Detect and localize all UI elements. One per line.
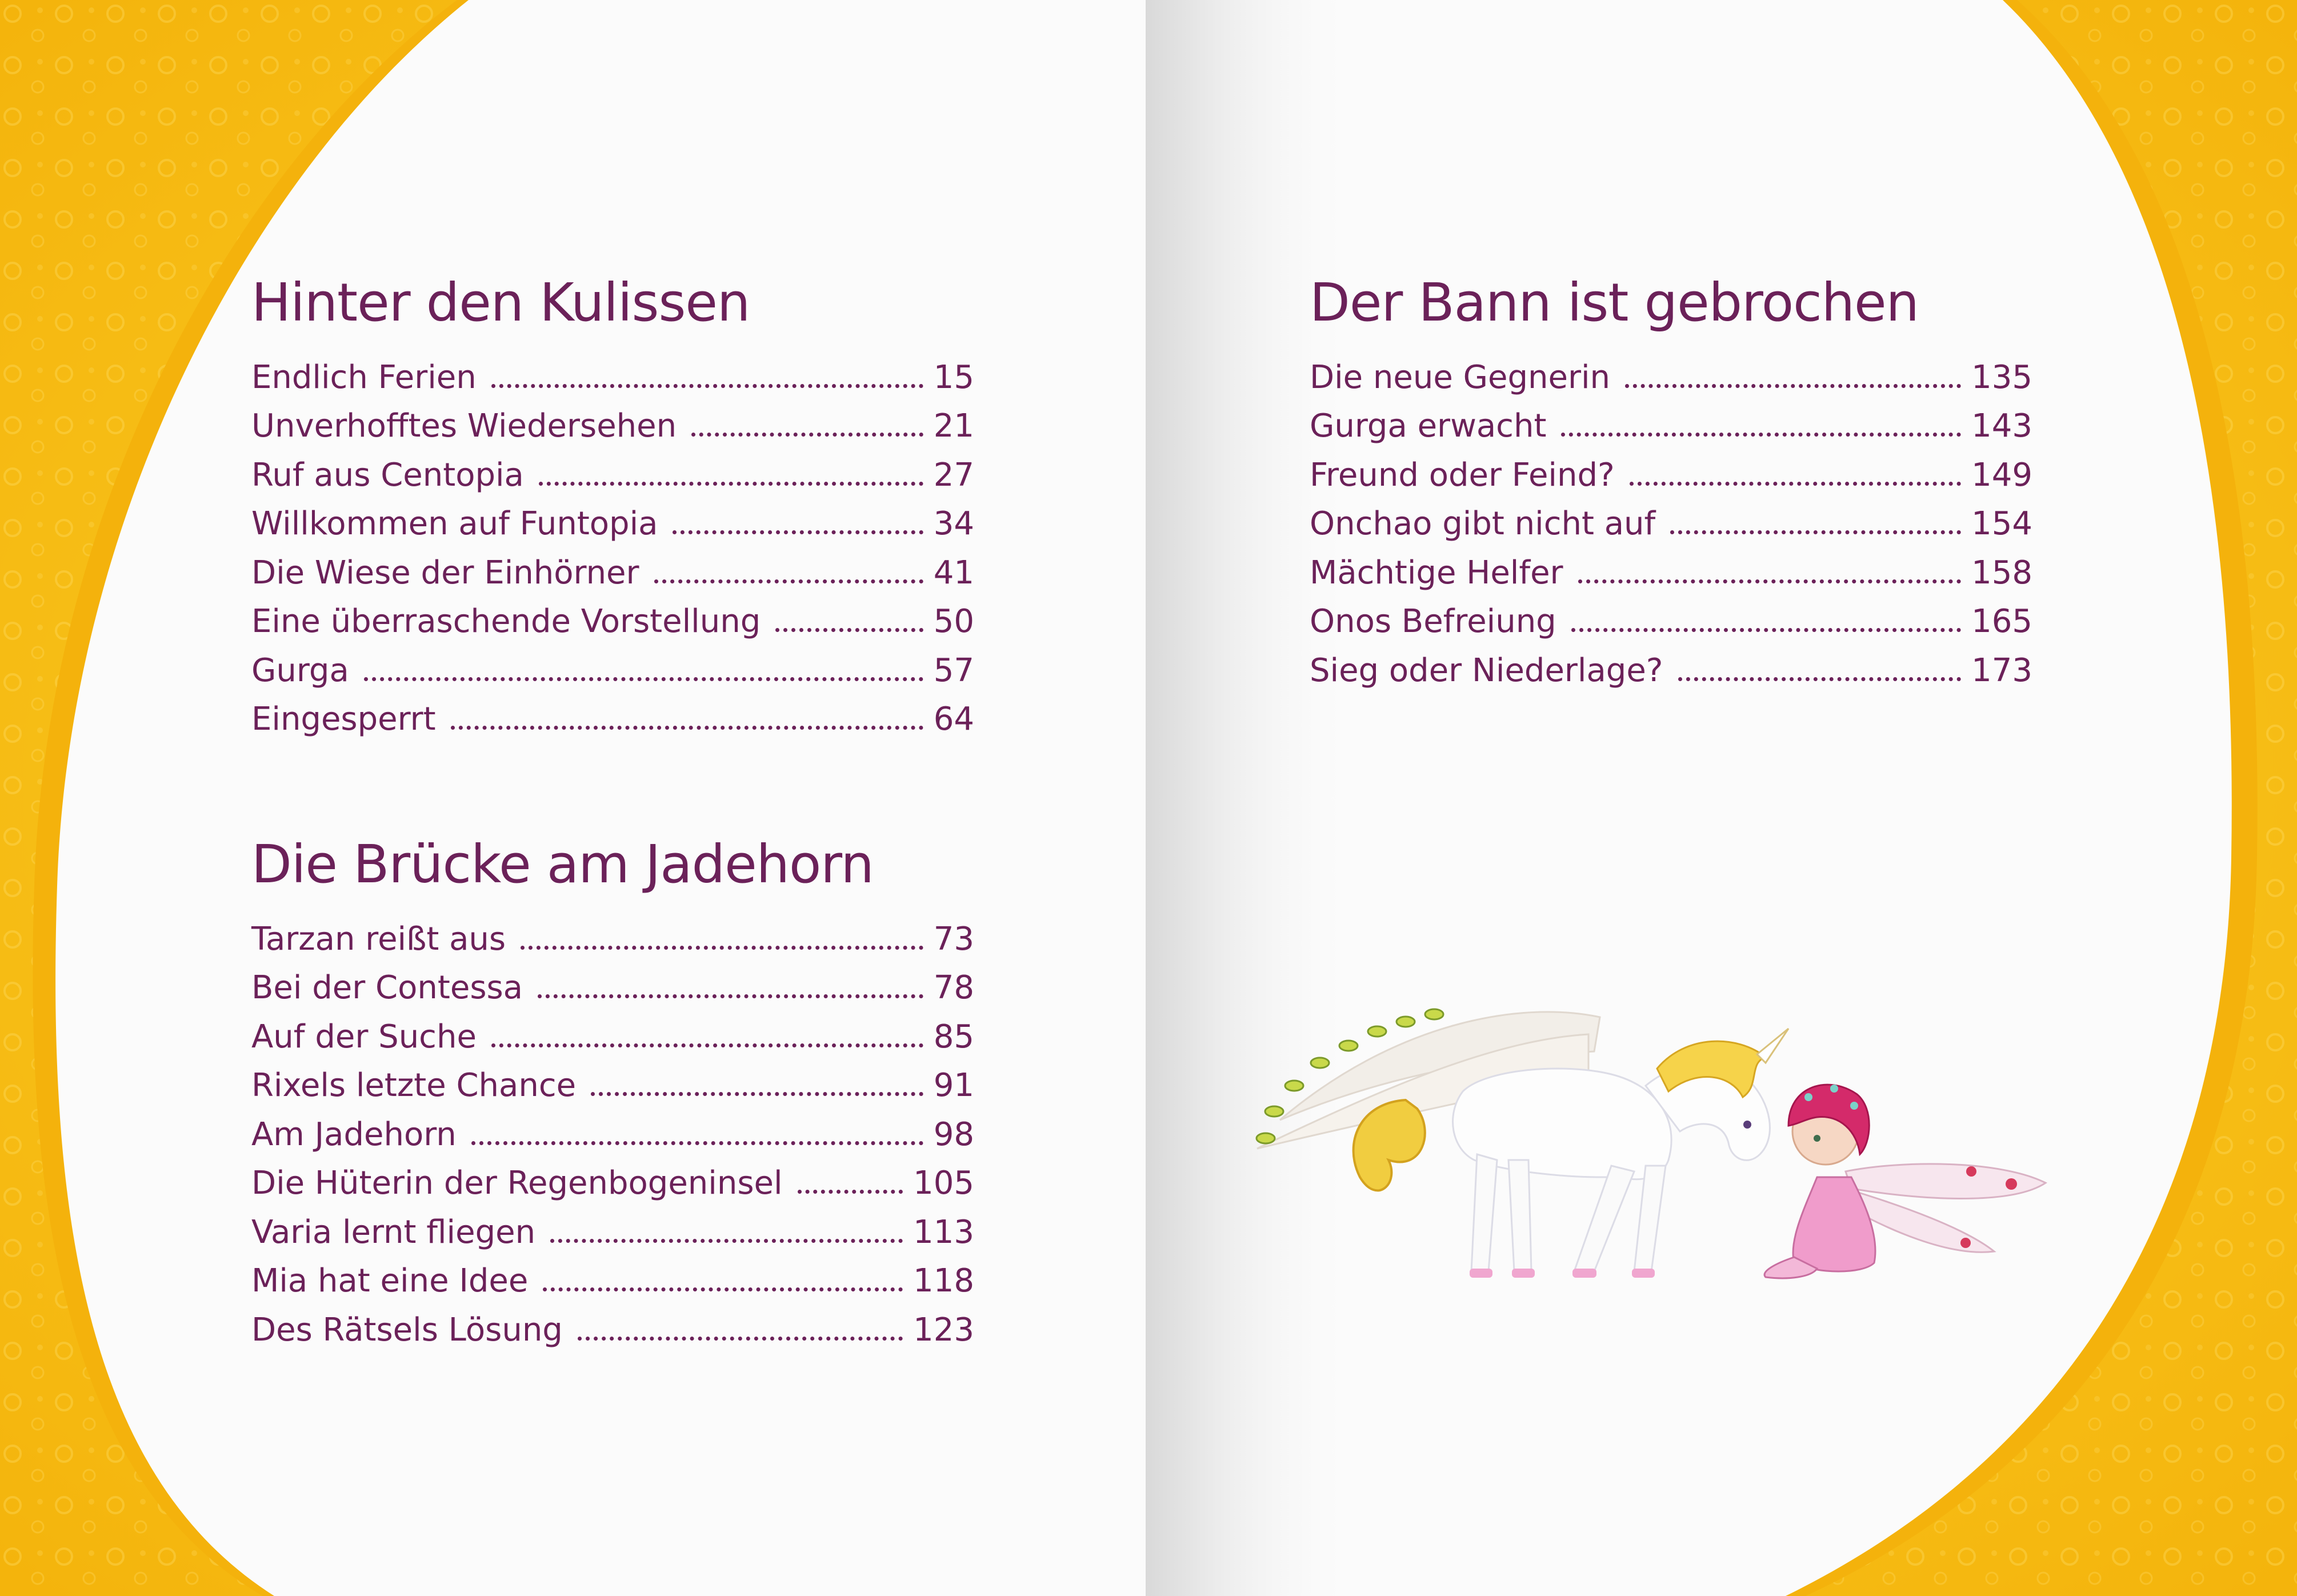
entry-page: 173 <box>1971 651 2032 689</box>
toc-section <box>251 271 974 738</box>
dot-leader <box>538 994 923 998</box>
dot-leader <box>491 384 923 388</box>
toc-entry[interactable] <box>1310 396 2032 445</box>
toc-entry[interactable] <box>251 1055 974 1105</box>
entry-page: 165 <box>1971 603 2032 640</box>
entry-title: Eingesperrt <box>251 701 436 738</box>
toc-entry[interactable] <box>251 1251 974 1300</box>
section-title: Die Brücke am Jadehorn <box>251 834 874 895</box>
toc-entry[interactable] <box>251 494 974 543</box>
entry-page: 15 <box>933 358 974 396</box>
entry-title: Bei der Contessa <box>251 969 523 1006</box>
entry-page: 158 <box>1971 554 2032 591</box>
entry-title: Unverhofftes Wiedersehen <box>251 407 677 445</box>
toc-entry[interactable] <box>251 1299 974 1349</box>
entry-title: Freund oder Feind? <box>1310 456 1615 494</box>
dot-leader <box>1678 677 1962 681</box>
toc-entry[interactable] <box>251 958 974 1007</box>
toc-entries <box>251 347 974 738</box>
entry-title: Onchao gibt nicht auf <box>1310 505 1656 542</box>
entry-title: Rixels letzte Chance <box>251 1067 577 1104</box>
entry-page: 154 <box>1971 505 2032 542</box>
entry-title: Onos Befreiung <box>1310 603 1556 640</box>
dot-leader <box>591 1092 923 1096</box>
entry-page: 64 <box>933 701 974 738</box>
dot-leader <box>550 1239 903 1243</box>
dot-leader <box>1571 628 1961 632</box>
toc-entry[interactable] <box>251 396 974 445</box>
entry-title: Die Hüterin der Regenbogeninsel <box>251 1165 783 1202</box>
dot-leader <box>521 946 923 950</box>
dot-leader <box>691 433 923 437</box>
entry-title: Mia hat eine Idee <box>251 1262 529 1299</box>
dot-leader <box>1630 482 1961 486</box>
toc-entry[interactable] <box>251 1104 974 1153</box>
dot-leader <box>364 677 923 681</box>
entry-page: 85 <box>933 1018 974 1055</box>
entry-title: Eine überraschende Vorstellung <box>251 603 761 640</box>
entry-page: 57 <box>933 651 974 689</box>
section-title: Der Bann ist gebrochen <box>1310 272 1919 333</box>
toc-entry[interactable] <box>251 689 974 738</box>
entry-page: 27 <box>933 456 974 494</box>
entry-page: 78 <box>933 969 974 1006</box>
entry-page: 41 <box>933 554 974 591</box>
entry-title: Die Wiese der Einhörner <box>251 554 639 591</box>
toc-entry[interactable] <box>251 542 974 591</box>
toc-entry[interactable] <box>1310 591 2032 641</box>
toc-entry[interactable] <box>1310 542 2032 591</box>
toc-entry[interactable] <box>1310 347 2032 396</box>
toc-entries <box>251 909 974 1349</box>
dot-leader <box>1578 579 1962 583</box>
entry-page: 135 <box>1971 358 2032 396</box>
toc-entry[interactable] <box>251 640 974 689</box>
toc-entry[interactable] <box>251 445 974 494</box>
dot-leader <box>491 1043 923 1047</box>
unicorn-and-elf-illustration <box>1246 989 2057 1297</box>
entry-page: 113 <box>913 1213 974 1251</box>
entry-page: 73 <box>933 920 974 958</box>
entry-title: Des Rätsels Lösung <box>251 1311 563 1349</box>
entry-page: 91 <box>933 1067 974 1104</box>
toc-entry[interactable] <box>1310 494 2032 543</box>
dot-leader <box>1561 433 1961 437</box>
fairy-wings <box>1846 1164 2046 1252</box>
toc-section <box>1310 271 2032 689</box>
entry-title: Am Jadehorn <box>251 1115 457 1153</box>
entry-title: Sieg oder Niederlage? <box>1310 651 1663 689</box>
entry-page: 50 <box>933 603 974 640</box>
entry-title: Gurga erwacht <box>1310 407 1547 445</box>
dot-leader <box>578 1337 903 1341</box>
toc-entry[interactable] <box>1310 640 2032 689</box>
toc-entry[interactable] <box>1310 445 2032 494</box>
entry-title: Endlich Ferien <box>251 358 477 396</box>
entry-title: Die neue Gegnerin <box>1310 358 1611 396</box>
dot-leader <box>654 579 923 583</box>
entry-page: 143 <box>1971 407 2032 445</box>
dot-leader <box>543 1287 903 1291</box>
dot-leader <box>673 530 923 534</box>
dot-leader <box>798 1190 903 1194</box>
entry-page: 118 <box>913 1262 974 1299</box>
entry-title: Tarzan reißt aus <box>251 920 506 958</box>
toc-entry[interactable] <box>251 1006 974 1055</box>
entry-page: 105 <box>913 1165 974 1202</box>
dot-leader <box>471 1141 923 1145</box>
toc-entry[interactable] <box>251 347 974 396</box>
entry-page: 149 <box>1971 456 2032 494</box>
toc-section <box>251 833 974 1349</box>
toc-entry[interactable] <box>251 1153 974 1202</box>
entry-page: 34 <box>933 505 974 542</box>
dot-leader <box>775 628 923 632</box>
entry-title: Mächtige Helfer <box>1310 554 1563 591</box>
dot-leader <box>539 482 923 486</box>
toc-entries <box>1310 347 2032 689</box>
entry-page: 123 <box>913 1311 974 1349</box>
entry-page: 98 <box>933 1115 974 1153</box>
dot-leader <box>1625 384 1961 388</box>
dot-leader <box>451 726 923 730</box>
entry-title: Willkommen auf Funtopia <box>251 505 658 542</box>
entry-title: Ruf aus Centopia <box>251 456 524 494</box>
entry-title: Auf der Suche <box>251 1018 477 1055</box>
toc-entry[interactable] <box>251 591 974 641</box>
entry-page: 21 <box>933 407 974 445</box>
toc-entry[interactable] <box>251 909 974 958</box>
toc-entry[interactable] <box>251 1202 974 1251</box>
entry-title: Varia lernt fliegen <box>251 1213 536 1251</box>
entry-title: Gurga <box>251 651 349 689</box>
dot-leader <box>1670 530 1961 534</box>
section-title: Hinter den Kulissen <box>251 272 750 333</box>
